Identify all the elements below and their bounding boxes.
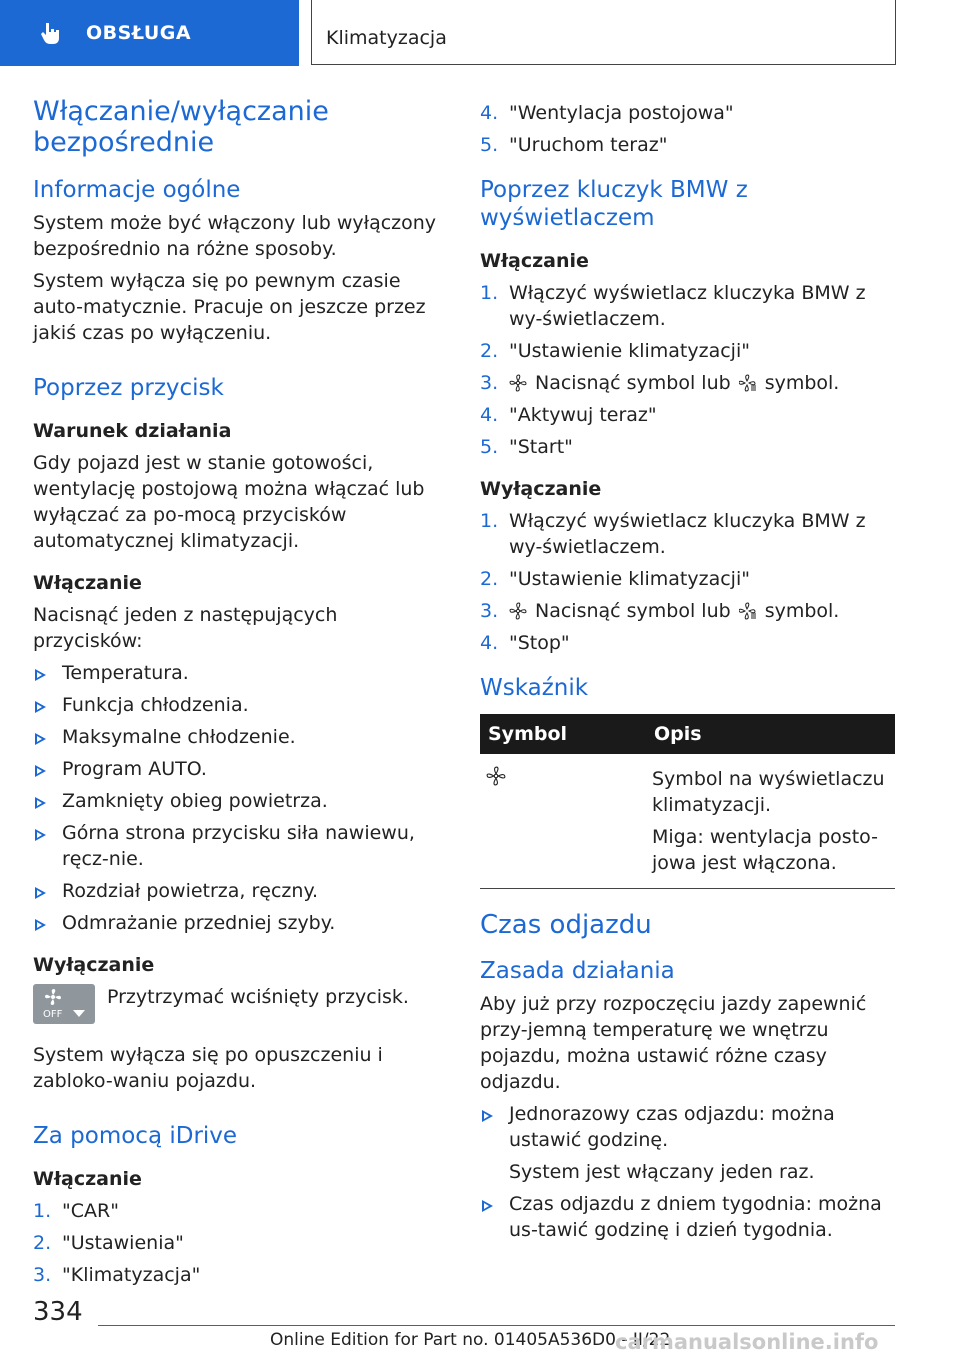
list-item: 3. Nacisnąć symbol lub symbol. — [480, 372, 840, 394]
off-paragraph-2: System wyłącza się po opuszczeniu i zabloko-waniu pojazdu. — [33, 1044, 383, 1092]
key-heading: Poprzez kluczyk BMW z wyświetlaczem — [480, 177, 748, 231]
off-button-row — [33, 984, 451, 1024]
idrive-steps — [33, 1198, 451, 1288]
list-item: Górna strona przycisku siła nawiewu, ręcz-nie. — [33, 820, 451, 872]
list-item: 1. Włączyć wyświetlacz kluczyka BMW z wy-świetlaczem. — [480, 282, 866, 330]
table-row — [480, 754, 895, 889]
list-item: Rozdział powietrza, ręczny. — [33, 878, 451, 904]
general-paragraph-2: System wyłącza się po pewnym czasie auto-matycznie. Pracuje on jeszcze przez jakiś czas po wyłączeniu. — [33, 270, 426, 344]
button-heading: Poprzez przycisk — [33, 375, 224, 401]
fan-timer-icon — [739, 374, 757, 392]
general-heading: Informacje ogólne — [33, 177, 241, 203]
key-on-steps — [480, 280, 895, 460]
condition-heading: Warunek działania — [33, 420, 232, 442]
key-off-steps — [480, 508, 895, 656]
table-header-symbol: Symbol — [480, 714, 646, 754]
off-label: OFF — [43, 1009, 63, 1020]
list-item: 2. "Ustawienie klimatyzacji" — [480, 568, 750, 590]
table-header-description: Opis — [646, 714, 895, 754]
list-item: Zamknięty obieg powietrza. — [33, 788, 451, 814]
hand-pointer-icon — [38, 20, 64, 46]
list-item: Czas odjazdu z dniem tygodnia: można us-tawić godzinę i dzień tygodnia. — [480, 1191, 895, 1243]
principle-paragraph: Aby już przy rozpoczęciu jazdy zapewnić przy-jemną temperaturę we wnętrzu pojazdu, można ustawić różne czasy odjazdu. — [480, 993, 867, 1093]
list-item: 1. Włączyć wyświetlacz kluczyka BMW z wy-świetlaczem. — [480, 510, 866, 558]
table-cell-symbol — [480, 754, 646, 889]
fan-icon — [42, 987, 64, 1007]
departure-heading: Czas odjazdu — [480, 910, 652, 940]
indicator-heading: Wskaźnik — [480, 675, 589, 701]
page-number: 334 — [33, 1297, 83, 1327]
edition-text: Online Edition for Part no. 01405A536D0 - II/22 — [270, 1330, 671, 1350]
indicator-table — [480, 714, 895, 889]
list-item: 4. "Aktywuj teraz" — [480, 404, 657, 426]
off-heading: Wyłączanie — [33, 954, 155, 976]
table-cell-description: Symbol na wyświetlaczu klimatyzacji. Miga: wentylacja posto-jowa jest włączona. — [646, 754, 895, 889]
list-item: 1. "CAR" — [33, 1200, 119, 1222]
departure-list — [480, 1101, 895, 1243]
list-item: 2. "Ustawienie klimatyzacji" — [480, 340, 750, 362]
list-item: 5. "Start" — [480, 436, 573, 458]
on-heading: Włączanie — [33, 572, 142, 594]
on-paragraph: Nacisnąć jeden z następujących przycisków: — [33, 604, 338, 652]
list-item: 3. Nacisnąć symbol lub symbol. — [480, 600, 840, 622]
principle-heading: Zasada działania — [480, 958, 675, 984]
fan-icon — [509, 374, 527, 392]
list-item: Program AUTO. — [33, 756, 451, 782]
list-item: 4. "Wentylacja postojowa" — [480, 102, 734, 124]
list-item: Temperatura. — [33, 660, 451, 686]
list-item: Odmrażanie przedniej szyby. — [33, 910, 451, 936]
chapter-title: Klimatyzacja — [326, 27, 447, 49]
idrive-on-heading: Włączanie — [33, 1168, 142, 1190]
left-column — [33, 96, 451, 1294]
main-heading: Włączanie/wyłączanie bezpośrednie — [33, 96, 329, 158]
section-label: OBSŁUGA — [86, 22, 192, 44]
page-header — [0, 0, 960, 66]
condition-paragraph: Gdy pojazd jest w stanie gotowości, wentylację postojową można włączać lub wyłączać za po-mocą przycisków automatycznej klimatyzacji. — [33, 452, 425, 552]
fan-icon — [486, 766, 506, 786]
list-item: Maksymalne chłodzenie. — [33, 724, 451, 750]
key-off-heading: Wyłączanie — [480, 478, 602, 500]
fan-off-button-icon — [33, 984, 95, 1024]
key-on-heading: Włączanie — [480, 250, 589, 272]
table-header-row — [480, 714, 895, 754]
arrow-down-icon — [73, 1010, 85, 1017]
chapter-box — [311, 0, 896, 65]
fan-timer-icon — [739, 602, 757, 620]
list-item: 5. "Uruchom teraz" — [480, 134, 668, 156]
general-paragraph-1: System może być włączony lub wyłączony bezpośrednio na różne sposoby. — [33, 212, 437, 260]
off-paragraph: Przytrzymać wciśnięty przycisk. — [107, 986, 409, 1008]
list-item: 4. "Stop" — [480, 632, 570, 654]
idrive-steps-cont — [480, 100, 895, 158]
idrive-heading: Za pomocą iDrive — [33, 1123, 238, 1149]
on-button-list — [33, 660, 451, 936]
section-tab — [0, 0, 299, 66]
list-item: Funkcja chłodzenia. — [33, 692, 451, 718]
fan-icon — [509, 602, 527, 620]
right-column — [480, 100, 895, 1249]
list-item: 2. "Ustawienia" — [33, 1232, 184, 1254]
list-item: 3. "Klimatyzacja" — [33, 1264, 201, 1286]
watermark: carmanualsonline.info — [615, 1330, 879, 1354]
footer-divider — [98, 1325, 895, 1326]
list-item: Jednorazowy czas odjazdu: można ustawić godzinę. System jest włączany jeden raz. — [480, 1101, 895, 1185]
